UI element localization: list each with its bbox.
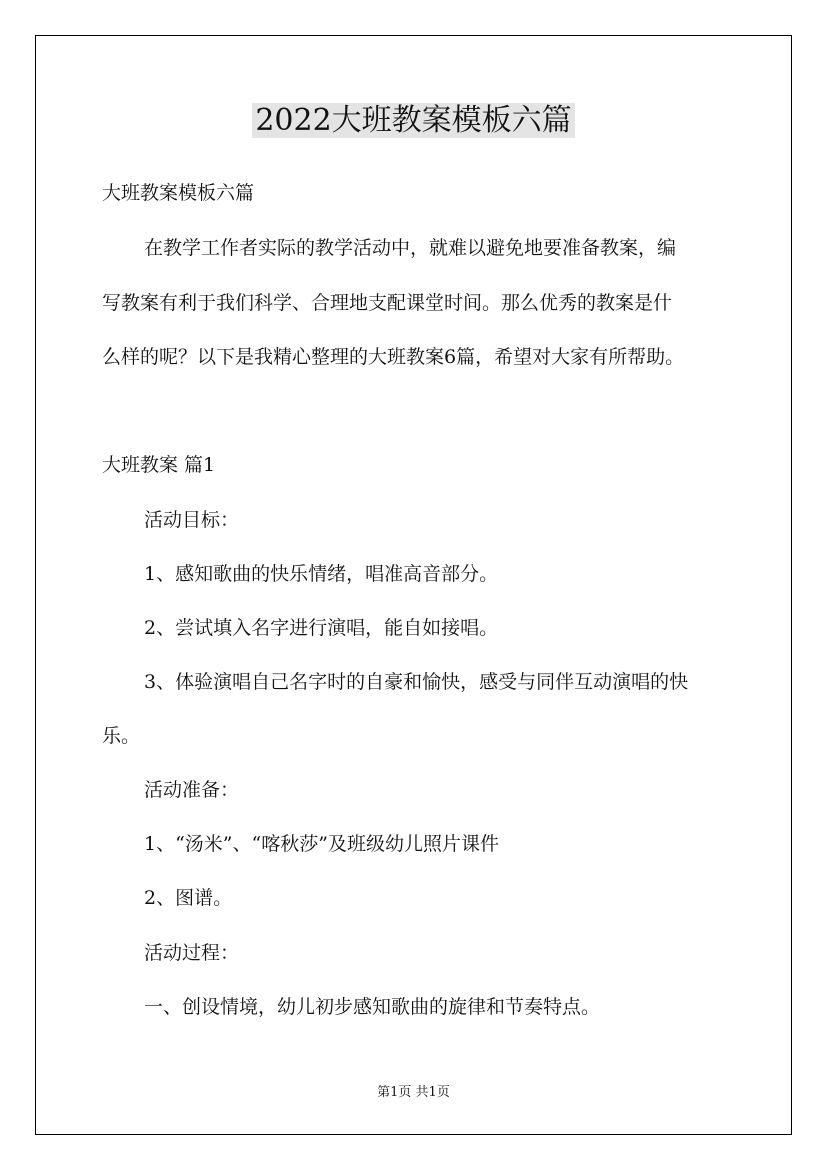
goal-item-2: 2、尝试填入名字进行演唱，能自如接唱。 [144,617,499,639]
prep-heading: 活动准备： [144,779,240,801]
document-subtitle: 大班教案模板六篇 [102,182,255,204]
document-title-text: 2022大班教案模板六篇 [252,103,574,138]
prep-item-1: 1、“汤米”、“喀秋莎”及班级幼儿照片课件 [144,833,499,855]
section-heading: 大班教案 篇1 [102,454,216,476]
process-heading: 活动过程： [144,942,240,964]
intro-line-1: 在教学工作者实际的教学活动中，就难以避免地要准备教案，编 [144,237,677,259]
goal-item-1: 1、感知歌曲的快乐情绪，唱准高音部分。 [144,563,499,585]
page-footer: 第1页 共1页 [377,1085,450,1100]
goal-item-3: 3、体验演唱自己名字时的自豪和愉快，感受与同伴互动演唱的快 [144,671,689,693]
goals-heading: 活动目标： [144,509,240,531]
intro-line-3: 么样的呢？以下是我精心整理的大班教案6篇，希望对大家有所帮助。 [102,346,685,368]
goal-item-3-continued: 乐。 [102,725,141,747]
document-title [0,96,827,146]
intro-line-2: 写教案有利于我们科学、合理地支配课堂时间。那么优秀的教案是什 [102,292,673,314]
process-item-1: 一、创设情境，幼儿初步感知歌曲的旋律和节奏特点。 [144,996,601,1018]
prep-item-2: 2、图谱。 [144,887,233,909]
